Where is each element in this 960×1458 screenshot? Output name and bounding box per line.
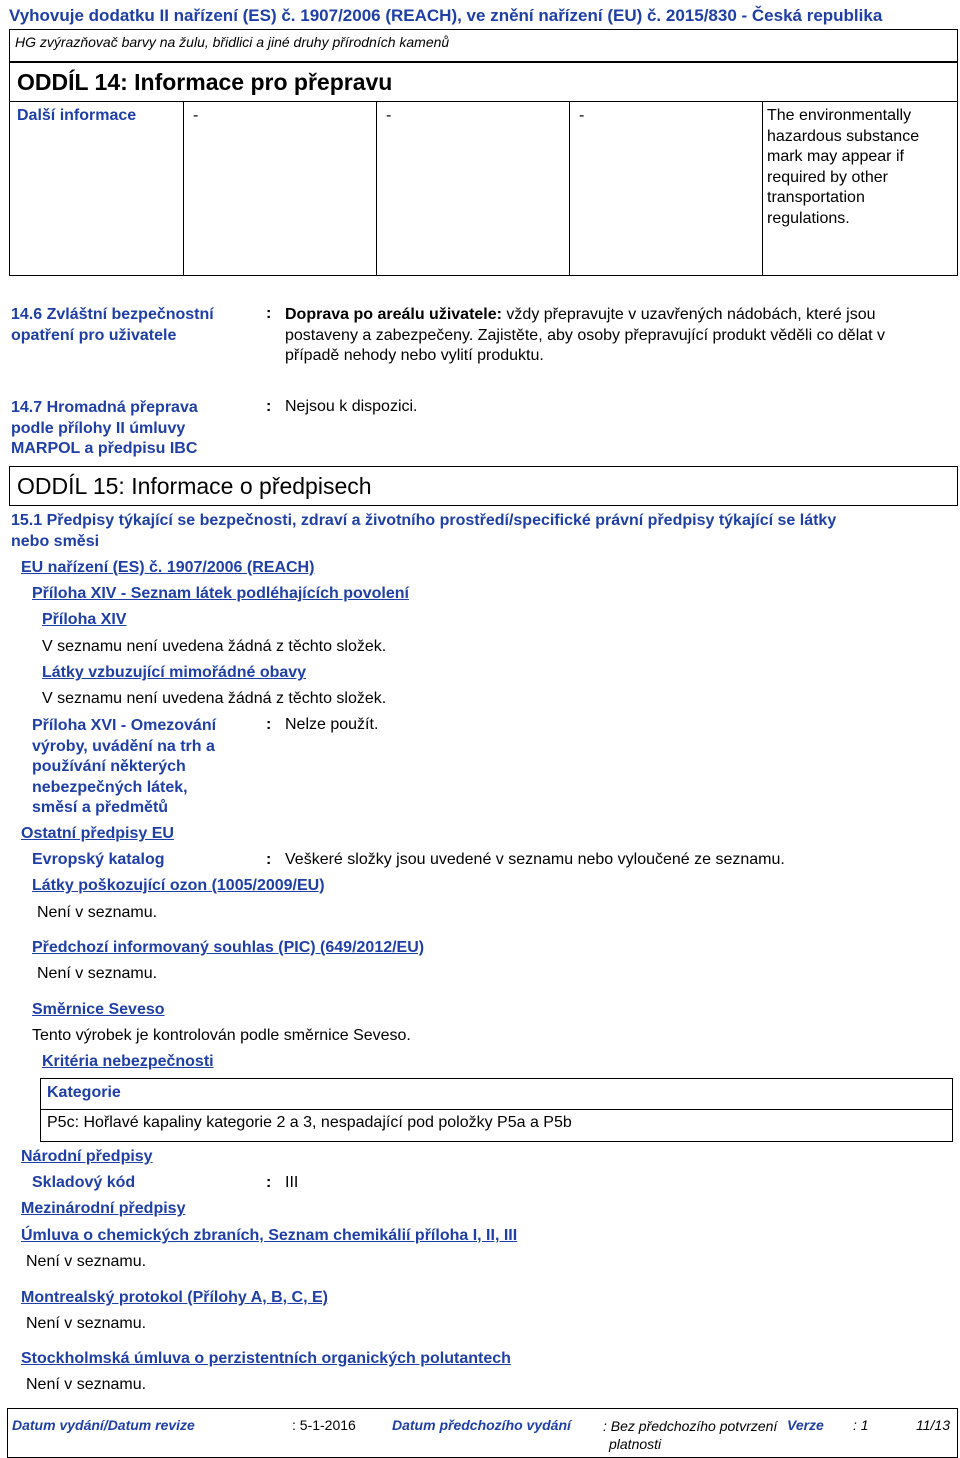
ozone-heading: Látky poškozující ozon (1005/2009/EU) [32,877,325,894]
storage-code-label: Skladový kód [32,1174,136,1191]
footer-version-value: : 1 [853,1417,869,1433]
stockholm-heading: Stockholmská úmluva o perzistentních organických polutantech [21,1350,511,1367]
eu-catalog-label: Evropský katalog [32,851,165,868]
annex-14-value: V seznamu není uvedena žádná z těchto složek. [42,638,387,655]
section-15-1-heading: 15.1 Předpisy týkající se bezpečnosti, zdraví a životního prostředí/specifické právní předpisy týkající se látky nebo směsi [11,512,837,550]
footer-version-label: Verze [787,1417,824,1433]
montreal-value: Není v seznamu. [26,1315,147,1332]
section-14-6-colon: : [266,305,272,322]
section-14-7-label: 14.7 Hromadná přeprava podle přílohy II úmluvy MARPOL a předpisu IBC [11,399,198,458]
category-value: P5c: Hořlavé kapaliny kategorie 2 a 3, nespadající pod položky P5a a P5b [47,1114,572,1131]
category-header: Kategorie [47,1084,121,1101]
further-info-label: Další informace [17,107,137,124]
eu-reach-heading: EU nařízení (ES) č. 1907/2006 (REACH) [21,559,315,576]
cwc-value: Není v seznamu. [26,1253,147,1270]
international-heading: Mezinárodní předpisy [21,1200,186,1217]
footer-prev-label: Datum předchozího vydání [392,1417,571,1433]
footer-box [7,1408,958,1458]
hazard-criteria-heading: Kritéria nebezpečnosti [42,1053,214,1070]
section-14-title-box [9,62,958,102]
annex-14-heading: Příloha XIV [42,611,127,628]
annex-14-list-heading: Příloha XIV - Seznam látek podléhajících povolení [32,585,409,602]
section-14-7-value: Nejsou k dispozici. [285,398,418,415]
annex-16-colon: : [266,716,272,733]
svhc-value: V seznamu není uvedena žádná z těchto složek. [42,690,387,707]
stockholm-value: Není v seznamu. [26,1376,147,1393]
pic-value: Není v seznamu. [37,965,158,982]
seveso-value: Tento výrobek je kontrolován podle směrnice Seveso. [32,1027,411,1044]
further-info-col2: - [386,107,392,124]
category-table [40,1078,953,1142]
section-14-6-value: Doprava po areálu uživatele: vždy přepravujte v uzavřených nádobách, které jsou postaveny a zabezpečeny. Zajistěte, aby osoby přepravující produkt věděli co dělat v případě nehody nebo vylití produktu. [285,306,886,365]
section-15-title: ODDÍL 15: Informace o předpisech [17,473,372,499]
seveso-heading: Směrnice Seveso [32,1001,165,1018]
section-14-6-label: 14.6 Zvláštní bezpečnostní opatření pro uživatele [11,306,214,344]
storage-code-colon: : [266,1174,272,1191]
section-14-title: ODDÍL 14: Informace pro přepravu [17,69,393,95]
eu-catalog-colon: : [266,851,272,868]
other-eu-heading: Ostatní předpisy EU [21,825,174,842]
further-info-col1: - [193,107,199,124]
storage-code-value: III [285,1174,299,1191]
ozone-value: Není v seznamu. [37,904,158,921]
product-name: HG zvýrazňovač barvy na žulu, břidlici a jiné druhy přírodních kamenů [15,34,450,50]
footer-prev-value: : Bez předchozího potvrzení platnosti [603,1418,778,1452]
section-15-title-box [9,466,958,506]
further-info-col3: - [579,107,585,124]
footer-issue-value: : 5-1-2016 [292,1417,356,1433]
section-14-7-colon: : [266,398,272,415]
footer-page-number: 11/13 [916,1417,950,1433]
svhc-heading: Látky vzbuzující mimořádné obavy [42,664,307,681]
pic-heading: Předchozí informovaný souhlas (PIC) (649/2012/EU) [32,939,425,956]
further-info-col4: The environmentally hazardous substance mark may appear if required by other transportation regulations. [767,107,920,227]
footer-issue-label: Datum vydání/Datum revize [12,1417,195,1433]
document-header-title: Vyhovuje dodatku II nařízení (ES) č. 1907/2006 (REACH), ve znění nařízení (EU) č. 2015/830 - Česká republika [9,6,883,25]
annex-16-value: Nelze použít. [285,716,379,733]
cwc-heading: Úmluva o chemických zbraních, Seznam chemikálií příloha I, II, III [21,1227,518,1244]
eu-catalog-value: Veškeré složky jsou uvedené v seznamu nebo vyloučené ze seznamu. [285,851,785,868]
annex-16-label: Příloha XVI - Omezování výroby, uvádění na trh a používání některých nebezpečných látek, směsí a předmětů [32,717,217,817]
product-name-box [9,29,958,62]
national-heading: Národní předpisy [21,1148,153,1165]
further-info-table [9,101,958,276]
montreal-heading: Montrealský protokol (Přílohy A, B, C, E) [21,1289,328,1306]
